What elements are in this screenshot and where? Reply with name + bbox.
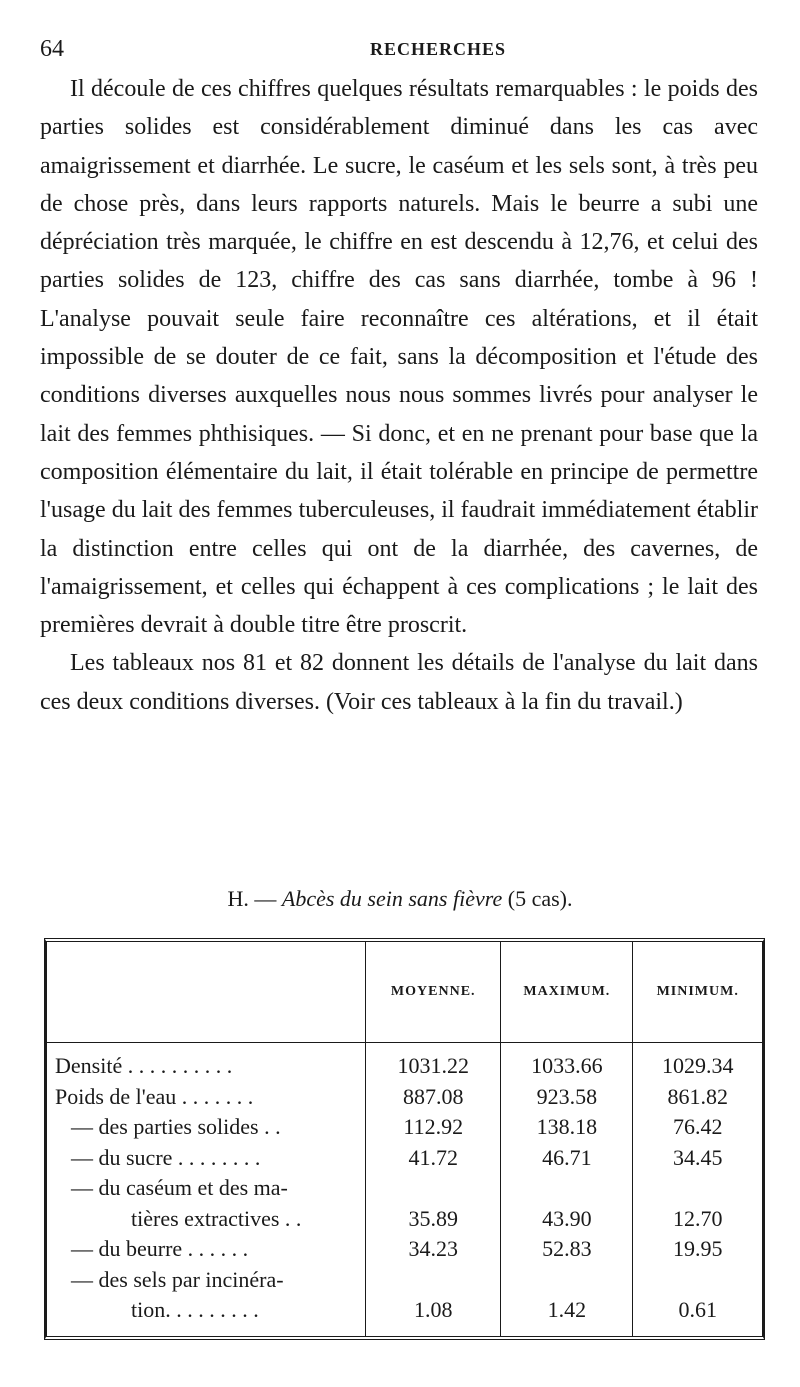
caption-letter: H. —	[227, 886, 277, 911]
cell-moyenne: 112.92	[366, 1112, 501, 1143]
row-label: — des sels par incinéra-	[71, 1266, 284, 1292]
table-row	[47, 1173, 762, 1204]
cell-maximum: 1.42	[501, 1295, 633, 1336]
table-row	[47, 1234, 762, 1265]
row-label: — du sucre . . . . . . . .	[71, 1144, 261, 1170]
cell-moyenne: 1031.22	[366, 1043, 501, 1082]
cell-moyenne: 34.23	[366, 1234, 501, 1265]
running-head: RECHERCHES	[370, 39, 507, 59]
row-label: — du caséum et des ma-	[71, 1175, 288, 1201]
header-minimum: MINIMUM.	[633, 942, 762, 1043]
table-row	[47, 1204, 762, 1235]
cell-maximum: 923.58	[501, 1082, 633, 1113]
cell-moyenne: 887.08	[366, 1082, 501, 1113]
cell-maximum: 138.18	[501, 1112, 633, 1143]
cell-maximum	[501, 1265, 633, 1296]
cell-minimum: 34.45	[633, 1143, 762, 1174]
row-label: tières extractives . .	[131, 1205, 302, 1231]
row-label: tion. . . . . . . . .	[131, 1297, 259, 1323]
table-row	[47, 1112, 762, 1143]
table-row	[47, 1082, 762, 1113]
cell-maximum: 43.90	[501, 1204, 633, 1235]
data-table	[44, 938, 765, 1340]
row-label: — des parties solides . .	[71, 1114, 281, 1140]
caption-title: Abcès du sein sans fièvre	[281, 886, 503, 911]
cell-moyenne	[366, 1173, 501, 1204]
table-caption	[40, 886, 760, 912]
cell-maximum: 52.83	[501, 1234, 633, 1265]
row-label: — du beurre . . . . . .	[71, 1236, 249, 1262]
cell-minimum	[633, 1173, 762, 1204]
cell-maximum: 46.71	[501, 1143, 633, 1174]
body-text	[40, 70, 758, 721]
cell-moyenne: 41.72	[366, 1143, 501, 1174]
paragraph: Il découle de ces chiffres quelques résultats remarquables : le poids des parties solides est considérablement diminué dans les cas avec amaigrissement et diarrhée. Le sucre, le caséum et les sels sont, à très peu de chose près, dans leurs rapports naturels. Mais le beurre a subi une dépréciation très marquée, le chiffre en est descendu à 12,76, et celui des parties solides de 123, chiffre des cas sans diarrhée, tombe à 96 ! L'analyse pouvait seule faire reconnaître ces altérations, et il était impossible de se douter de ce fait, sans la décomposition et l'étude des conditions diverses auxquelles nous nous sommes livrés pour analyser le lait des femmes phthisiques. — Si donc, et en ne prenant pour base que la composition élémentaire du lait, il était tolérable en principe de permettre l'usage du lait des femmes tuberculeuses, il faudrait immédiatement établir la distinction entre celles qui ont de la diarrhée, des cavernes, de l'amaigrissement, et celles qui échappent à ces complications ; le lait des premières devrait à double titre être proscrit.	[40, 76, 758, 639]
table-header-row	[47, 942, 762, 1043]
cell-minimum: 12.70	[633, 1204, 762, 1235]
page-header	[40, 36, 760, 64]
cell-moyenne	[366, 1265, 501, 1296]
header-maximum: MAXIMUM.	[501, 942, 633, 1043]
cell-minimum: 1029.34	[633, 1043, 762, 1082]
header-moyenne: MOYENNE.	[366, 942, 501, 1043]
paragraph: Les tableaux nos 81 et 82 donnent les détails de l'analyse du lait dans ces deux conditions diverses. (Voir ces tableaux à la fin du travail.)	[40, 650, 758, 715]
cell-minimum: 76.42	[633, 1112, 762, 1143]
caption-count: (5 cas).	[507, 886, 573, 911]
cell-minimum	[633, 1265, 762, 1296]
cell-minimum: 861.82	[633, 1082, 762, 1113]
cell-moyenne: 35.89	[366, 1204, 501, 1235]
cell-maximum	[501, 1173, 633, 1204]
row-label: Poids de l'eau . . . . . . .	[55, 1083, 254, 1109]
header-label	[47, 942, 366, 1043]
table-row	[47, 1265, 762, 1296]
cell-minimum: 19.95	[633, 1234, 762, 1265]
cell-minimum: 0.61	[633, 1295, 762, 1336]
page-number: 64	[40, 36, 64, 62]
table-row	[47, 1295, 762, 1336]
row-label: Densité . . . . . . . . . .	[55, 1053, 233, 1079]
table-row	[47, 1043, 762, 1082]
table-row	[47, 1143, 762, 1174]
cell-moyenne: 1.08	[366, 1295, 501, 1336]
cell-maximum: 1033.66	[501, 1043, 633, 1082]
